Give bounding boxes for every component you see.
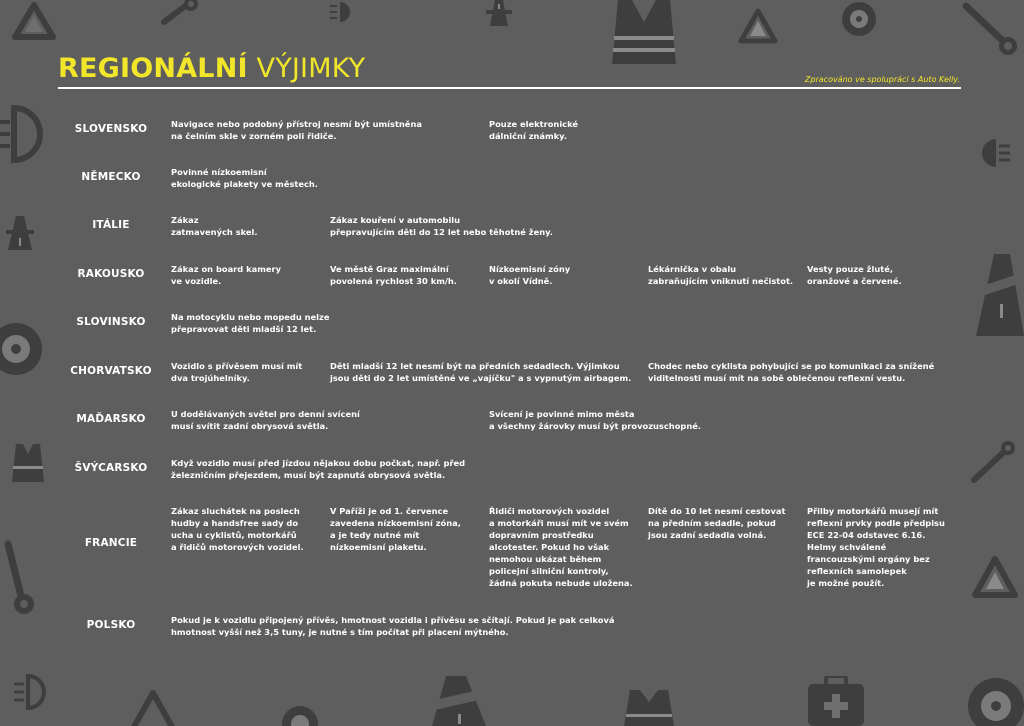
wheel-icon — [840, 0, 878, 38]
country-label: POLSKO — [86, 619, 136, 631]
rule-cell: V Paříži je od 1. července zavedena nízkoemisní zóna, a je tedy nutné mít nízkoemisní plaketu. — [330, 506, 461, 552]
rule-cell: Když vozidlo musí před jízdou nějakou dobu počkat, např. před železničním přejezdem, musí být zapnutá obrysová světla. — [171, 458, 466, 480]
headlight-icon — [0, 104, 46, 164]
wrench-icon — [966, 440, 1018, 488]
safety-vest-icon — [622, 690, 676, 726]
rule-cell: U dodělávaných světel pro denní svícení musí svítit zadní obrysová světla. — [171, 409, 360, 431]
rule-cell: Ve městě Graz maximální povolená rychlost 30 km/h. — [330, 264, 457, 286]
table-row-chorvatsko — [58, 360, 961, 400]
warning-triangle-icon — [12, 2, 56, 40]
warning-triangle-icon — [738, 8, 778, 44]
country-label: ŠVÝCARSKO — [74, 462, 148, 474]
rule-cell: Chodec nebo cyklista pohybující se po komunikaci za snížené viditelnosti musí mít na sobě oblečenou reflexní vestu. — [648, 361, 935, 383]
warning-triangle-icon — [972, 556, 1018, 598]
country-label: NĚMECKO — [81, 171, 141, 183]
rule-cell: Lékárnička v obalu zabraňujícím vniknutí nečistot. — [648, 264, 794, 286]
safety-vest-icon — [10, 444, 46, 482]
warning-triangle-icon — [128, 690, 178, 726]
rule-cell: Pokud je k vozidlu připojený přívěs, hmotnost vozidla i přívěsu se sčítají. Pokud je pak celková hmotnost vyšší než 3,5 tuny, je nutné s tím počítat při placení mýtného. — [171, 615, 615, 637]
country-label: MAĎARSKO — [76, 413, 146, 425]
headlight-icon — [326, 0, 356, 24]
rule-cell: Pouze elektronické dálniční známky. — [489, 119, 578, 141]
title-light: VÝJIMKY — [256, 53, 366, 84]
road-icon — [976, 254, 1024, 336]
country-label: CHORVATSKO — [70, 365, 152, 377]
table-row-slovinsko — [58, 311, 961, 351]
credit-note: Zpracováno ve spolupráci s Auto Kelly. — [804, 75, 960, 84]
headlight-icon — [980, 136, 1014, 170]
wheel-icon — [0, 320, 44, 378]
table-row-nemecko — [58, 166, 961, 206]
table-row-italie — [58, 214, 961, 254]
table-row-francie — [58, 505, 961, 595]
rule-cell: Přilby motorkářů musejí mít reflexní prvky podle předpisu ECE 22-04 odstavec 6.16. Helmy schválené francouzskými orgány bez reflexních samolepek je možné použít. — [807, 506, 945, 588]
rule-cell: Navigace nebo podobný přístroj nesmí být umístněna na čelním skle v zorném poli řidiče. — [171, 119, 422, 141]
wrench-icon — [958, 0, 1020, 56]
rule-cell: Děti mladší 12 let nesmí být na předních sedadlech. Výjimkou jsou děti do 2 let umístěné ve „vajíčku" a s vypnutým airbagem. — [330, 361, 632, 383]
wheel-icon — [964, 672, 1024, 726]
rule-cell: Povinné nízkoemisní ekologické plakety ve městech. — [171, 167, 318, 189]
country-label: RAKOUSKO — [77, 268, 145, 280]
wheel-icon — [280, 700, 320, 726]
wrench-icon — [0, 540, 42, 616]
rule-cell: Vesty pouze žluté, oranžové a červené. — [807, 264, 902, 286]
rule-cell: Zákaz sluchátek na poslech hudby a handsfree sady do ucha u cyklistů, motorkářů a řidičů motorových vozidel. — [171, 506, 304, 552]
table-row-rakousko — [58, 263, 961, 303]
country-label: FRANCIE — [84, 537, 138, 549]
road-icon — [426, 676, 496, 726]
table-row-madarsko — [58, 408, 961, 448]
first-aid-kit-icon — [806, 676, 866, 726]
road-icon — [486, 0, 512, 26]
country-label: SLOVINSKO — [76, 316, 146, 328]
rule-cell: Zákaz zatmavených skel. — [171, 215, 258, 237]
rule-cell: Vozidlo s přívěsem musí mít dva trojúhelníky. — [171, 361, 303, 383]
country-label: SLOVENSKO — [74, 123, 148, 135]
rule-cell: Zákaz kouření v automobilu přepravujícím děti do 12 let nebo těhotné ženy. — [330, 215, 553, 237]
table-row-svycarsko — [58, 457, 961, 497]
page-title — [58, 54, 365, 84]
rule-cell: Zákaz on board kamery ve vozidle. — [171, 264, 281, 286]
table-row-polsko — [58, 614, 961, 644]
safety-vest-icon — [608, 0, 680, 64]
header-rule — [58, 87, 961, 89]
wrench-icon — [160, 0, 200, 26]
title-bold: REGIONÁLNÍ — [58, 53, 248, 84]
headlight-icon — [10, 672, 46, 712]
table-row-slovensko — [58, 118, 961, 158]
road-icon — [6, 216, 34, 250]
rule-cell: Řidiči motorových vozidel a motorkáři musí mít ve svém dopravním prostředku alcotester. Pokud ho však nemohou ukázat během policejní silniční kontroly, žádná pokuta nebude uložena. — [489, 506, 633, 588]
country-label: ITÁLIE — [92, 219, 130, 231]
rule-cell: Na motocyklu nebo mopedu nelze přepravovat děti mladší 12 let. — [171, 312, 330, 334]
rule-cell: Nízkoemisní zóny v okolí Vídně. — [489, 264, 571, 286]
rule-cell: Dítě do 10 let nesmí cestovat na předním sedadle, pokud jsou zadní sedadla volná. — [648, 506, 786, 540]
rule-cell: Svícení je povinné mimo města a všechny žárovky musí být provozuschopné. — [489, 409, 702, 431]
